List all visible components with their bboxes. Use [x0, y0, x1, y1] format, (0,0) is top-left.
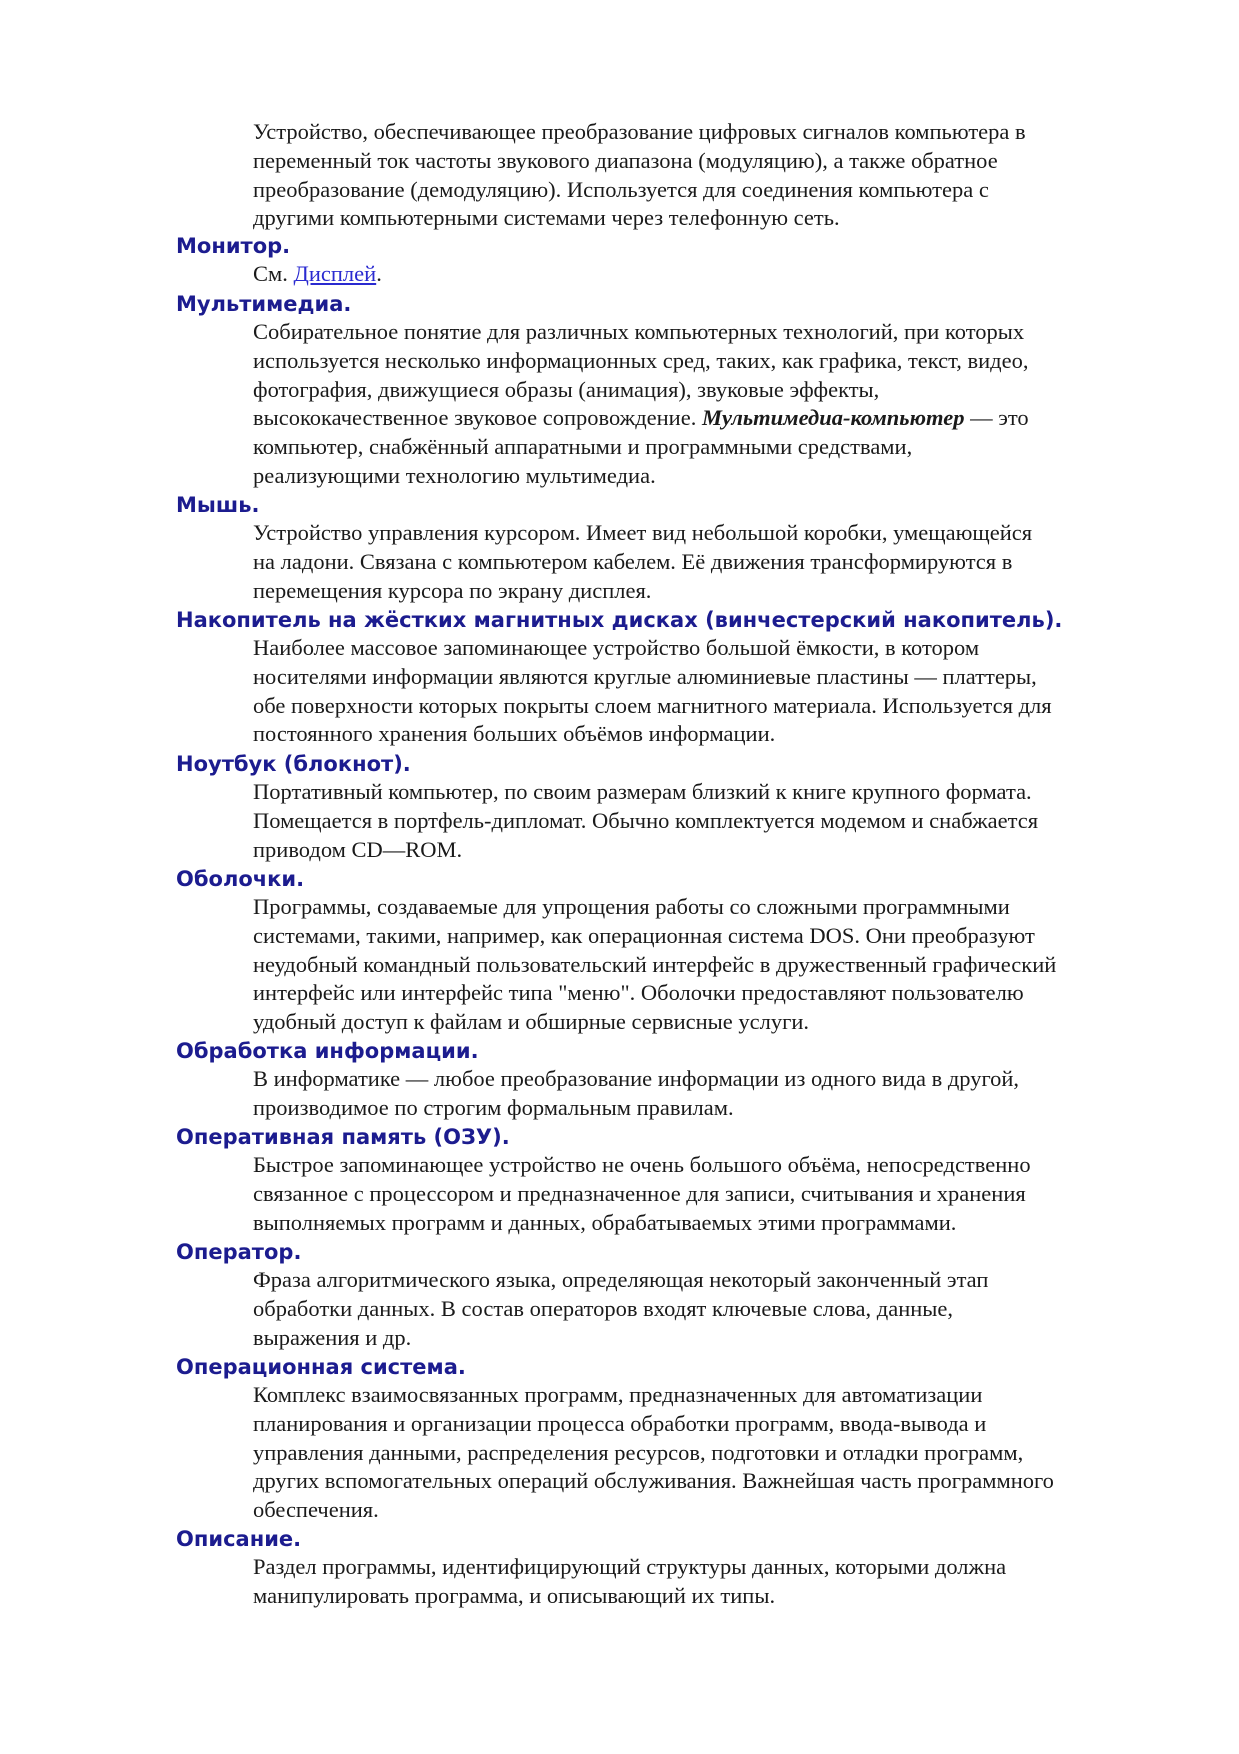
definition-line: связанное с процессором и предназначенное для записи, считывания и хранения [253, 1180, 1026, 1206]
definition-line: обе поверхности которых покрыты слоем магнитного материала. Используется для [253, 692, 1052, 718]
definition-line: компьютер, снабжённый аппаратными и программными средствами, [253, 434, 913, 460]
definition-line: Быстрое запоминающее устройство не очень большого объёма, непосредственно [253, 1152, 1031, 1177]
definition-line: постоянного хранения больших объёмов информации. [253, 721, 776, 747]
definition-description [253, 1553, 1153, 1611]
definition-line [253, 404, 1153, 433]
emphasis-multimedia-computer: Мультимедиа-компьютер [701, 405, 965, 431]
definition-line: управления данными, распределения ресурсов, подготовки и отладки программ, [253, 1439, 1024, 1465]
entry-hard-disk-drive [176, 606, 1156, 749]
definition-line: преобразование (демодуляцию). Используется для соединения компьютера с [253, 176, 989, 202]
entry-operating-system [176, 1353, 1156, 1525]
definition-line: переменный ток частоты звукового диапазона (модуляцию), а также обратное [253, 147, 998, 173]
entry-notebook [176, 750, 1156, 864]
definition-line: манипулировать программа, и описывающий их типы. [253, 1582, 776, 1608]
definition-operator [253, 1266, 1153, 1352]
definition-line: Устройство, обеспечивающее преобразование цифровых сигналов компьютера в [253, 119, 1026, 144]
definition-line: удобный доступ к файлам и обширные сервисные услуги. [253, 1009, 810, 1035]
definition-line: фотография, движущиеся образы (анимация), звуковые эффекты, [253, 376, 880, 402]
definition-line: выполняемых программ и данных, обрабатываемых этими программами. [253, 1209, 957, 1235]
definition-line: планирования и организации процесса обработки программ, ввода-вывода и [253, 1410, 987, 1436]
entry-monitor [176, 232, 1156, 289]
term-mouse: Мышь. [176, 493, 260, 517]
definition-line: Программы, создаваемые для упрощения работы со сложными программными [253, 894, 1010, 919]
definition-line: Фраза алгоритмического языка, определяющая некоторый законченный этап [253, 1267, 989, 1292]
entry-operator [176, 1238, 1156, 1352]
see-suffix: . [376, 261, 382, 286]
term-information-processing: Обработка информации. [176, 1039, 479, 1063]
definition-line: выражения и др. [253, 1324, 412, 1350]
definition-line: приводом CD—ROM. [253, 836, 463, 862]
link-display[interactable]: Дисплей [293, 261, 377, 286]
definition-line: обработки данных. В состав операторов входят ключевые слова, данные, [253, 1295, 954, 1321]
definition-line: перемещения курсора по экрану дисплея. [253, 577, 652, 603]
term-description: Описание. [176, 1527, 302, 1551]
definition-information-processing [253, 1065, 1153, 1123]
definition-operating-system [253, 1381, 1173, 1525]
definition-line: другими компьютерными системами через телефонную сеть. [253, 205, 840, 231]
entry-shells [176, 865, 1156, 1037]
definition-hard-disk-drive [253, 634, 1173, 749]
definition-line: производимое по строгим формальным правилам. [253, 1094, 734, 1120]
definition-line: Устройство управления курсором. Имеет вид небольшой коробки, умещающейся [253, 520, 1033, 545]
term-monitor: Монитор. [176, 234, 291, 258]
definition-mouse [253, 519, 1153, 605]
definition-notebook [253, 778, 1153, 864]
term-notebook: Ноутбук (блокнот). [176, 752, 411, 776]
definition-line: других вспомогательных операций обслуживания. Важнейшая часть программного [253, 1468, 1054, 1494]
definition-line: системами, такими, например, как операционная система DOS. Они преобразуют [253, 922, 1035, 948]
definition-line [253, 260, 1153, 289]
definition-line: неудобный командный пользовательский интерфейс в дружественный графический [253, 951, 1057, 977]
definition-line: реализующими технологию мультимедиа. [253, 462, 656, 488]
definition-line: Комплекс взаимосвязанных программ, предназначенных для автоматизации [253, 1382, 983, 1407]
entry-information-processing [176, 1037, 1156, 1123]
definition-line: используется несколько информационных сред, таких, как графика, текст, видео, [253, 347, 1029, 373]
definition-line: Портативный компьютер, по своим размерам близкий к книге крупного формата. [253, 779, 1032, 804]
term-operating-system: Операционная система. [176, 1355, 466, 1379]
term-ram: Оперативная память (ОЗУ). [176, 1125, 510, 1149]
see-prefix: См. [253, 261, 294, 286]
definition-line: Раздел программы, идентифицирующий структуры данных, которыми должна [253, 1554, 1007, 1579]
definition-line: Помещается в портфель-дипломат. Обычно комплектуется модемом и снабжается [253, 807, 1039, 833]
definition-shells [253, 893, 1173, 1037]
definition-line: Наиболее массовое запоминающее устройство большой ёмкости, в котором [253, 635, 980, 660]
entry-ram [176, 1123, 1156, 1237]
definition-line: на ладони. Связана с компьютером кабелем. Её движения трансформируются в [253, 548, 1013, 574]
definition-line: Собирательное понятие для различных компьютерных технологий, при которых [253, 319, 1025, 344]
term-multimedia: Мультимедиа. [176, 292, 352, 316]
entry-description [176, 1525, 1156, 1611]
definition-multimedia [253, 318, 1153, 491]
definition-line: обеспечения. [253, 1497, 379, 1523]
term-hard-disk-drive: Накопитель на жёстких магнитных дисках (винчестерский накопитель). [176, 608, 1063, 632]
term-operator: Оператор. [176, 1240, 302, 1264]
entry-multimedia [176, 290, 1156, 491]
definition-line: носителями информации являются круглые алюминиевые пластины — платтеры, [253, 663, 1037, 689]
definition-line: интерфейс или интерфейс типа "меню". Оболочки предоставляют пользователю [253, 980, 1024, 1006]
text-run: — это [964, 405, 1029, 431]
definition-ram [253, 1151, 1153, 1237]
modem-definition [253, 118, 1153, 233]
term-shells: Оболочки. [176, 867, 305, 891]
definition-line: В информатике — любое преобразование информации из одного вида в другой, [253, 1066, 1020, 1091]
definition-monitor [253, 260, 1153, 289]
entry-mouse [176, 491, 1156, 605]
text-run: высококачественное звуковое сопровождение. [253, 405, 702, 431]
